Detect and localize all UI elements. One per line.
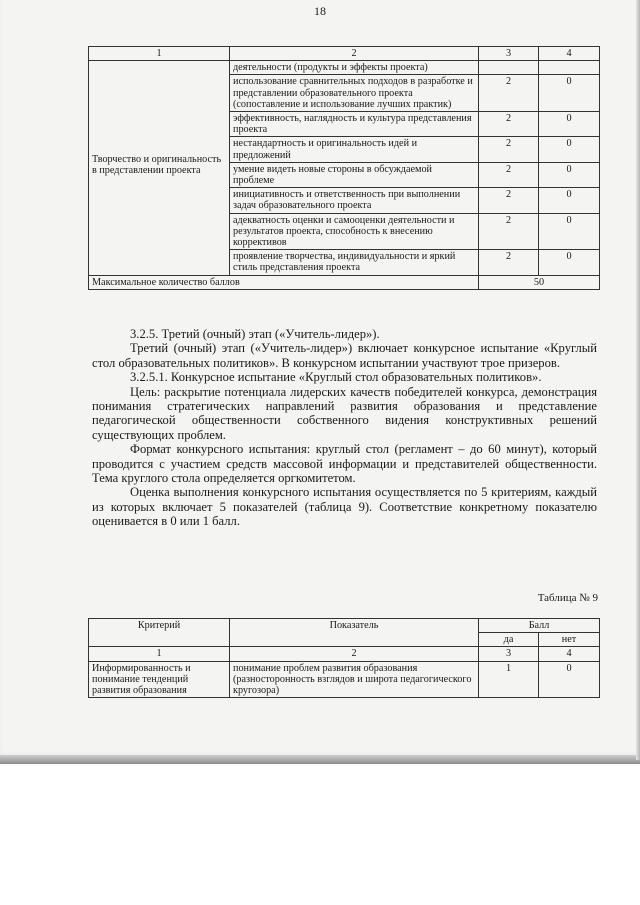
scan-right-edge: [636, 0, 640, 760]
score-no-cell: 0: [539, 661, 600, 698]
table-9: [88, 618, 600, 698]
score-yes-cell: 2: [479, 162, 539, 187]
col-number-1: 1: [89, 647, 230, 661]
indicator-cell: адекватность оценки и самооценки деятельности и результатов проекта, способность к внесению коррективов: [230, 213, 479, 250]
indicator-cell: нестандартность и оригинальность идей и предложений: [230, 137, 479, 162]
score-no-cell: 0: [539, 112, 600, 137]
paragraph-competition-title: 3.2.5.1. Конкурсное испытание «Круглый стол образовательных политиков».: [130, 370, 542, 385]
indicator-cell: использование сравнительных подходов в разработке и представлении образовательного проекта (сопоставление и использование лучших практик): [230, 75, 479, 112]
score-yes-cell: 2: [479, 250, 539, 275]
table-total-row: [89, 275, 600, 289]
score-yes-cell: 1: [479, 661, 539, 698]
header-score: Балл: [479, 619, 600, 633]
table-header-row: [89, 47, 600, 61]
header-yes: да: [479, 633, 539, 647]
header-indicator: Показатель: [230, 619, 479, 647]
col-number-2: 2: [230, 647, 479, 661]
score-no-cell: [539, 61, 600, 75]
total-label: Максимальное количество баллов: [89, 275, 479, 289]
criterion-cell: Творчество и оригинальность в представлении проекта: [89, 61, 230, 275]
indicator-cell: инициативность и ответственность при выполнении задач образовательного проекта: [230, 188, 479, 213]
col-number-2: 2: [230, 47, 479, 61]
table-row: [89, 61, 600, 75]
paragraph-evaluation: Оценка выполнения конкурсного испытания осуществляется по 5 критериям, каждый из которых включает 5 показателей (таблица 9). Соответствие конкретному показателю оценивается в 0 или 1 балл.: [92, 485, 597, 529]
score-no-cell: 0: [539, 137, 600, 162]
score-yes-cell: 2: [479, 213, 539, 250]
paragraph-stage-description: Третий (очный) этап («Учитель-лидер») включает конкурсное испытание «Круглый стол образовательных политиков». В конкурсном испытании участвуют трое призеров.: [92, 341, 597, 370]
score-yes-cell: 2: [479, 112, 539, 137]
indicator-cell: проявление творчества, индивидуальности и яркий стиль представления проекта: [230, 250, 479, 275]
score-yes-cell: 2: [479, 75, 539, 112]
table-caption: Таблица № 9: [537, 592, 598, 604]
scan-bottom-edge: [0, 755, 640, 764]
col-number-3: 3: [479, 47, 539, 61]
table-header-row: [89, 619, 600, 633]
score-no-cell: 0: [539, 162, 600, 187]
indicator-cell: понимание проблем развития образования (разносторонность взглядов и широта педагогического кругозора): [230, 661, 479, 698]
table-number-row: [89, 647, 600, 661]
score-yes-cell: [479, 61, 539, 75]
indicator-cell: умение видеть новые стороны в обсуждаемой проблеме: [230, 162, 479, 187]
criterion-cell: Информированность и понимание тенденций развития образования: [89, 661, 230, 698]
paragraph-goal: Цель: раскрытие потенциала лидерских качеств победителей конкурса, демонстрация понимания стратегических направлений развития образования и представление педагогической общественности собственного видения конструктивных решений существующих проблем.: [92, 384, 597, 442]
indicator-cell: деятельности (продукты и эффекты проекта): [230, 61, 479, 75]
table-row: [89, 661, 600, 698]
score-no-cell: 0: [539, 213, 600, 250]
score-yes-cell: 2: [479, 188, 539, 213]
criteria-table-continued: [88, 46, 600, 290]
paragraph-format: Формат конкурсного испытания: круглый стол (регламент – до 60 минут), который проводится с участием средств массовой информации и представителей общественности. Тема круглого стола определяется оргкомитетом.: [92, 442, 597, 486]
score-no-cell: 0: [539, 188, 600, 213]
col-number-1: 1: [89, 47, 230, 61]
col-number-4: 4: [539, 647, 600, 661]
col-number-3: 3: [479, 647, 539, 661]
page-number: 18: [314, 4, 326, 18]
indicator-cell: эффективность, наглядность и культура представления проекта: [230, 112, 479, 137]
header-no: нет: [539, 633, 600, 647]
total-value: 50: [479, 275, 600, 289]
section-body: [92, 327, 597, 529]
col-number-4: 4: [539, 47, 600, 61]
header-criterion: Критерий: [89, 619, 230, 647]
score-no-cell: 0: [539, 75, 600, 112]
section-title: 3.2.5. Третий (очный) этап («Учитель-лидер»).: [130, 327, 380, 341]
score-no-cell: 0: [539, 250, 600, 275]
score-yes-cell: 2: [479, 137, 539, 162]
